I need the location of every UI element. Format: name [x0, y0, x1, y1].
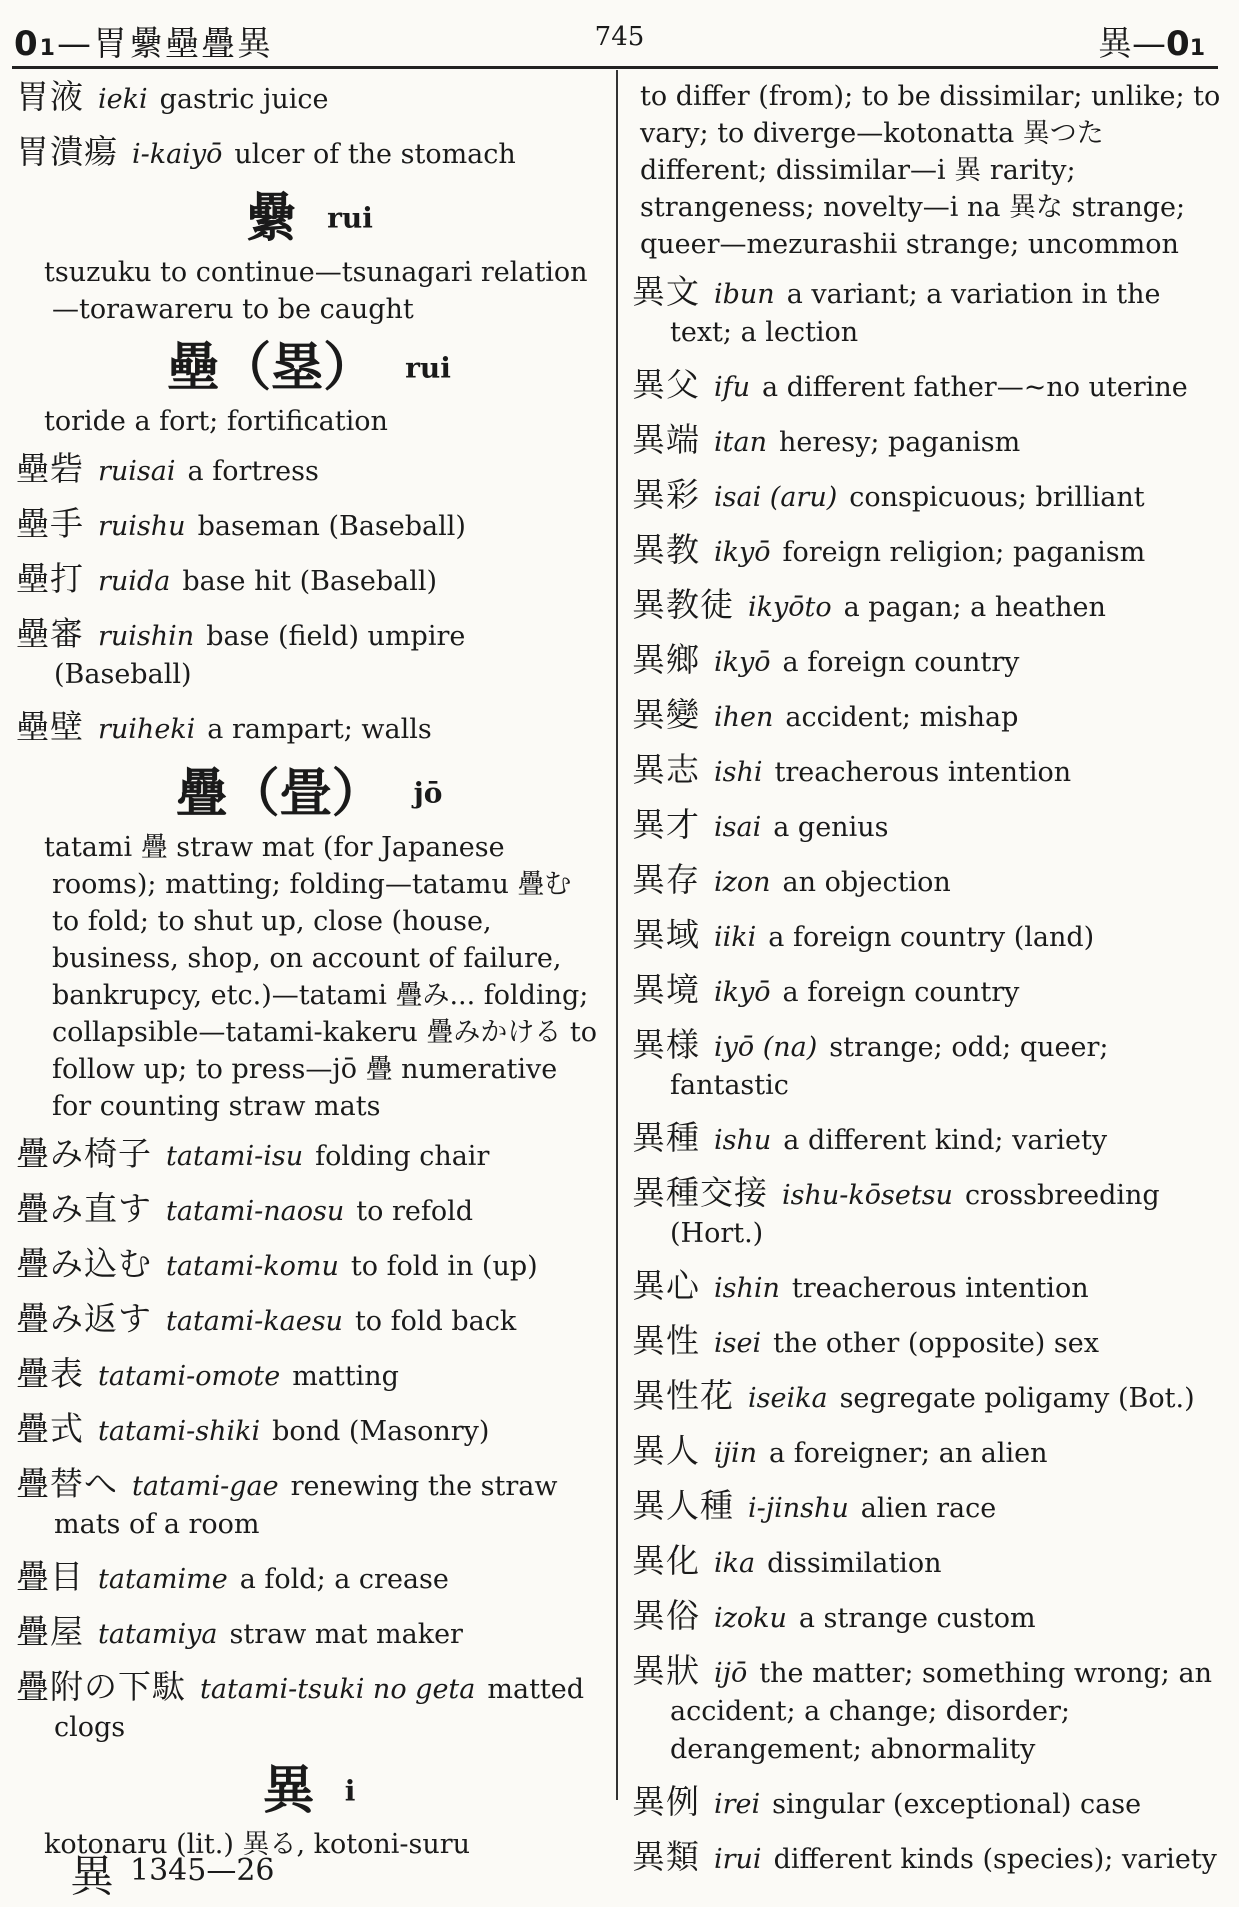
dictionary-entry	[16, 1668, 602, 1747]
dictionary-entry	[16, 1355, 602, 1396]
entry-list-tatami	[16, 1135, 602, 1747]
entry-reading: iyō (na)	[714, 1032, 818, 1063]
entry-meaning: base hit (Baseball)	[182, 566, 438, 597]
entry-meaning: a variant; a variation in the text; a lection	[670, 279, 1161, 348]
header-left-code: 0	[14, 24, 40, 64]
entry-reading: ikyō	[714, 977, 771, 1008]
dictionary-entry	[632, 806, 1224, 847]
entry-meaning: alien race	[860, 1493, 997, 1524]
entry-meaning: matted clogs	[54, 1673, 585, 1743]
headword-rui-1	[16, 188, 602, 248]
entry-reading: ibun	[714, 279, 775, 310]
entry-meaning: folding chair	[315, 1140, 490, 1172]
entry-meaning: treacherous intention	[774, 757, 1072, 788]
definition-jo: tatami 疊 straw mat (for Japanese rooms); matting; folding—tatamu 疊む to fold; to shut up, close (house, business, shop, on account of failure, bankrupcy, etc.)—tatami 疊み... folding; collapsible—tatami-kakeru 疊みかける to follow up; to press—jō 疊 numerative for counting straw mats	[44, 831, 598, 1122]
dictionary-entry	[632, 696, 1224, 737]
entry-reading: tatamime	[98, 1563, 228, 1595]
entry-reading: tatami-shiki	[98, 1415, 261, 1447]
dictionary-entry	[632, 1487, 1224, 1528]
entry-meaning: segregate poligamy (Bot.)	[839, 1383, 1195, 1414]
entry-meaning: conspicuous; brilliant	[849, 482, 1145, 513]
entry-kanji: 異性	[632, 1321, 700, 1360]
dictionary-entry	[632, 751, 1224, 792]
entry-meaning: straw mat maker	[229, 1618, 463, 1650]
entry-meaning: base (field) umpire (Baseball)	[54, 621, 466, 690]
entry-kanji: 胃潰瘍	[16, 132, 118, 171]
entry-kanji: 疊表	[16, 1353, 84, 1393]
footer-code: 1345—26	[130, 1853, 275, 1888]
dictionary-entry	[632, 641, 1224, 682]
entry-reading: izon	[714, 867, 771, 898]
entry-reading: ikyōto	[748, 592, 832, 623]
entry-reading: irei	[714, 1789, 761, 1820]
entry-reading: izoku	[714, 1603, 787, 1634]
dictionary-entry	[632, 421, 1224, 462]
entry-meaning: different kinds (species); variety	[773, 1844, 1217, 1875]
entry-meaning: a fold; a crease	[239, 1563, 449, 1595]
entry-kanji: 異類	[632, 1837, 700, 1876]
headword-i	[16, 1761, 602, 1821]
dictionary-entry	[632, 1119, 1224, 1160]
entry-meaning: dissimilation	[767, 1548, 942, 1579]
entry-meaning: an objection	[782, 867, 951, 898]
dictionary-entry	[16, 505, 602, 546]
entry-kanji: 異鄉	[632, 640, 700, 679]
entry-reading: tatamiya	[98, 1618, 218, 1650]
entry-meaning: a foreigner; an alien	[769, 1438, 1048, 1469]
entry-reading: isai	[714, 812, 762, 843]
entry-reading: tatami-kaesu	[166, 1305, 343, 1337]
entry-kanji: 異様	[632, 1025, 700, 1064]
headword-rui-2	[16, 338, 602, 398]
entry-reading: ruishin	[98, 621, 195, 652]
headword-reading: rui	[405, 351, 451, 384]
entry-kanji: 疊み直す	[16, 1188, 152, 1228]
dictionary-entry	[632, 273, 1224, 352]
entry-meaning: to refold	[356, 1195, 473, 1227]
entry-meaning: a strange custom	[798, 1603, 1036, 1634]
dictionary-entry	[632, 1838, 1224, 1879]
dictionary-entry	[632, 1652, 1224, 1769]
header-right	[1098, 16, 1205, 65]
entry-meaning: baseman (Baseball)	[197, 511, 466, 542]
dictionary-entry	[632, 1377, 1224, 1418]
dictionary-entry	[16, 1465, 602, 1544]
entry-reading: itan	[714, 427, 767, 458]
dictionary-entry	[632, 916, 1224, 957]
entry-reading: ishi	[714, 757, 763, 788]
header-right-sub: 1	[1189, 36, 1205, 61]
entry-kanji: 異教	[632, 530, 700, 569]
entry-meaning: a different kind; variety	[783, 1125, 1108, 1156]
dictionary-entry	[632, 1432, 1224, 1473]
entry-kanji: 異志	[632, 750, 700, 789]
entry-meaning: a foreign country	[782, 647, 1020, 678]
dictionary-entry	[16, 1190, 602, 1231]
dictionary-entry	[632, 1174, 1224, 1253]
entry-reading: ieki	[98, 84, 148, 115]
entry-meaning: a different father—~no uterine	[762, 372, 1188, 403]
entry-reading: ruishu	[98, 511, 186, 542]
entry-kanji: 異教徒	[632, 585, 734, 624]
entry-reading: tatami-gae	[132, 1470, 279, 1502]
dictionary-entry	[16, 450, 602, 491]
entry-reading: ishu-kōsetsu	[782, 1180, 953, 1211]
entry-kanji: 疊み込む	[16, 1243, 152, 1283]
right-column	[632, 78, 1224, 1893]
headword-reading: jō	[413, 776, 443, 810]
header-right-chars: 異—	[1098, 24, 1167, 64]
entry-reading: ifu	[714, 372, 751, 403]
entry-meaning: a rampart; walls	[207, 714, 432, 745]
entry-kanji: 疊目	[16, 1556, 84, 1596]
entry-meaning: the matter; something wrong; an accident; a change; disorder; derangement; abnormality	[670, 1658, 1212, 1765]
entry-meaning: renewing the straw mats of a room	[54, 1470, 558, 1540]
entry-kanji: 疊屋	[16, 1611, 84, 1651]
dictionary-entry	[632, 861, 1224, 902]
headword-jo	[16, 763, 602, 823]
entry-kanji: 異性花	[632, 1376, 734, 1415]
entry-kanji: 壘手	[16, 504, 84, 543]
entry-reading: ruiheki	[98, 714, 196, 745]
entry-reading: tatami-komu	[166, 1250, 339, 1282]
entry-meaning: ulcer of the stomach	[234, 139, 516, 170]
entry-list-i	[632, 273, 1224, 1879]
entry-reading: i-kaiyō	[132, 139, 223, 170]
entry-meaning: bond (Masonry)	[272, 1415, 490, 1447]
headword-kanji: 異	[262, 1761, 315, 1821]
dictionary-entry	[632, 971, 1224, 1012]
entry-kanji: 異例	[632, 1782, 700, 1821]
dictionary-entry	[16, 560, 602, 601]
entry-reading: iiki	[714, 922, 757, 953]
entry-kanji: 疊み椅子	[16, 1133, 152, 1173]
entry-reading: ika	[714, 1548, 756, 1579]
entry-reading: ihen	[714, 702, 774, 733]
headword-kanji: 壘（塁）	[167, 338, 376, 398]
left-column	[16, 78, 602, 1873]
entry-kanji: 異域	[632, 915, 700, 954]
dictionary-entry	[632, 1026, 1224, 1105]
entry-kanji: 異父	[632, 365, 700, 404]
header-right-code: 0	[1166, 24, 1190, 64]
entry-reading: ishu	[714, 1125, 772, 1156]
dictionary-entry	[16, 1613, 602, 1654]
definition-rui-1: tsuzuku to continue—tsunagari relation—torawareru to be caught	[44, 256, 588, 325]
entry-list-rui	[16, 450, 602, 749]
page-number: 745	[594, 22, 645, 52]
entry-reading: irui	[714, 1844, 762, 1875]
entry-kanji: 壘打	[16, 559, 84, 598]
entry-meaning: foreign religion; paganism	[782, 537, 1146, 568]
definition-i: kotonaru (lit.) 異る, kotoni-suru	[44, 1829, 471, 1860]
dictionary-entry	[632, 586, 1224, 627]
entry-reading: tatami-tsuki no geta	[200, 1673, 476, 1705]
entry-meaning: a pagan; a heathen	[843, 592, 1106, 623]
dictionary-entry	[632, 1597, 1224, 1638]
headword-kanji: 疊（畳）	[175, 763, 384, 824]
header-rule	[12, 66, 1218, 69]
entry-meaning: strange; odd; queer; fantastic	[670, 1032, 1109, 1101]
entry-reading: iseika	[748, 1383, 828, 1414]
entry-meaning: accident; mishap	[785, 702, 1019, 733]
footer-kanji: 異	[70, 1851, 114, 1902]
entry-kanji: 異人	[632, 1431, 700, 1470]
dictionary-entry	[16, 708, 602, 749]
dictionary-entry	[632, 1542, 1224, 1583]
dictionary-entry	[632, 1322, 1224, 1363]
entry-reading: tatami-omote	[98, 1360, 281, 1392]
entry-meaning: the other (opposite) sex	[773, 1328, 1099, 1359]
entry-meaning: a foreign country	[782, 977, 1020, 1008]
entry-kanji: 異存	[632, 860, 700, 899]
definition-rui-2: toride a fort; fortification	[44, 406, 388, 437]
entry-reading: ruida	[98, 566, 171, 597]
dictionary-entry	[632, 1267, 1224, 1308]
entry-kanji: 壘壁	[16, 707, 84, 746]
entry-reading: ijin	[714, 1438, 758, 1469]
entry-reading: i-jinshu	[748, 1493, 849, 1524]
dictionary-entry	[16, 1135, 602, 1176]
entry-kanji: 疊み返す	[16, 1298, 152, 1338]
entry-reading: ikyō	[714, 647, 771, 678]
dictionary-entry	[16, 78, 602, 119]
entry-kanji: 異種交接	[632, 1173, 768, 1212]
entry-kanji: 異俗	[632, 1596, 700, 1635]
entry-kanji: 異變	[632, 695, 700, 734]
entry-kanji: 異文	[632, 272, 700, 311]
entry-meaning: heresy; paganism	[778, 427, 1021, 458]
header-left-sub: 1	[39, 36, 57, 61]
dictionary-entry	[632, 366, 1224, 407]
entry-meaning: gastric juice	[159, 84, 329, 115]
entry-reading: ruisai	[98, 456, 176, 487]
entry-kanji: 異心	[632, 1266, 700, 1305]
entry-kanji: 壘審	[16, 614, 84, 653]
entry-kanji: 異才	[632, 805, 700, 844]
dictionary-entry	[632, 476, 1224, 517]
entry-reading: tatami-naosu	[166, 1195, 345, 1227]
entry-meaning: a genius	[773, 812, 889, 843]
dictionary-entry	[16, 1558, 602, 1599]
headword-reading: rui	[327, 201, 373, 235]
entry-kanji: 疊替へ	[16, 1463, 118, 1503]
entry-kanji: 異彩	[632, 475, 700, 514]
dictionary-entry	[16, 1245, 602, 1286]
entry-meaning: matting	[292, 1360, 399, 1392]
entry-meaning: singular (exceptional) case	[772, 1789, 1142, 1820]
entry-reading: ikyō	[714, 537, 771, 568]
dictionary-entry	[16, 133, 602, 174]
entry-list-stomach	[16, 78, 602, 174]
entry-meaning: a fortress	[187, 456, 319, 487]
definition-i-continued: to differ (from); to be dissimilar; unlike; to vary; to diverge—kotonatta 異つた different; dissimilar—i 異 rarity; strangeness; novelty—i na 異な strange; queer—mezurashii strange; uncommon	[640, 81, 1221, 260]
dictionary-entry	[16, 615, 602, 694]
entry-kanji: 異化	[632, 1541, 700, 1580]
entry-kanji: 異種	[632, 1118, 700, 1157]
entry-kanji: 異境	[632, 970, 700, 1009]
entry-meaning: to fold in (up)	[350, 1250, 538, 1282]
header-left-chars: —胃纍壘疊異	[56, 24, 273, 64]
dictionary-entry	[632, 531, 1224, 572]
entry-meaning: a foreign country (land)	[768, 922, 1095, 953]
headword-kanji: 纍	[245, 188, 298, 249]
entry-meaning: treacherous intention	[791, 1273, 1089, 1304]
dictionary-entry	[632, 1783, 1224, 1824]
entry-reading: ijō	[714, 1658, 748, 1689]
headword-reading: i	[344, 1774, 356, 1807]
entry-kanji: 異端	[632, 420, 700, 459]
page-footer	[70, 1840, 275, 1904]
page-header	[0, 14, 1239, 74]
column-divider	[616, 70, 618, 1800]
entry-kanji: 疊附の下駄	[16, 1666, 186, 1706]
entry-meaning: crossbreeding (Hort.)	[670, 1180, 1160, 1249]
entry-reading: ishin	[714, 1273, 780, 1304]
entry-reading: isai (aru)	[714, 482, 838, 513]
entry-kanji: 疊式	[16, 1408, 84, 1448]
dictionary-entry	[16, 1300, 602, 1341]
entry-kanji: 異狀	[632, 1651, 700, 1690]
entry-kanji: 壘砦	[16, 449, 84, 488]
dictionary-entry	[16, 1410, 602, 1451]
entry-reading: tatami-isu	[166, 1140, 304, 1172]
entry-kanji: 異人種	[632, 1486, 734, 1525]
entry-reading: isei	[714, 1328, 762, 1359]
entry-meaning: to fold back	[354, 1305, 517, 1337]
entry-kanji: 胃液	[16, 77, 84, 116]
